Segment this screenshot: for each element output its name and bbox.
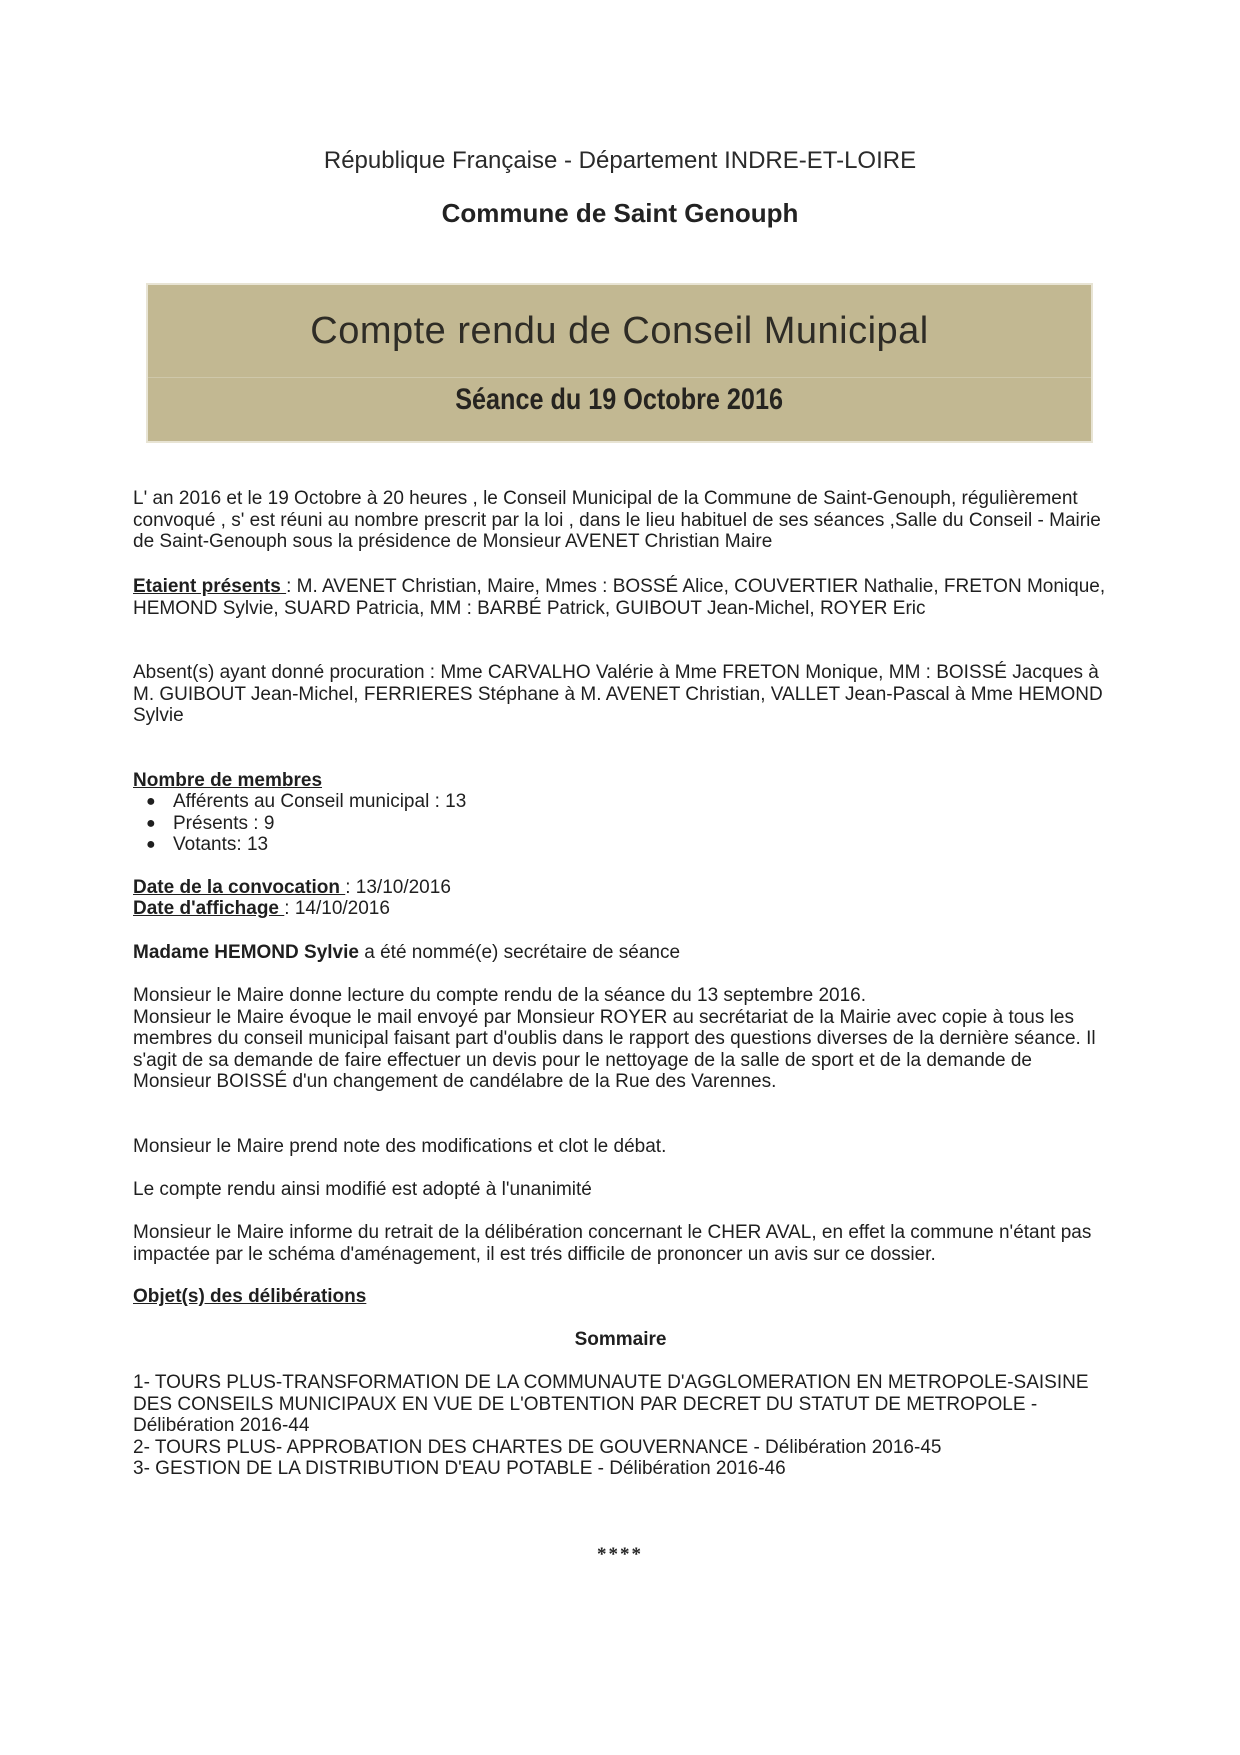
date-convocation-value: : 13/10/2016 (345, 877, 451, 898)
title-banner (146, 283, 1093, 443)
sommaire-list (133, 1372, 1108, 1480)
sommaire-item-1: 1- TOURS PLUS-TRANSFORMATION DE LA COMMUNAUTE D'AGGLOMERATION EN METROPOLE-SAISINE DES CONSEILS MUNICIPAUX EN VUE DE L'OBTENTION PAR DECRET DU STATUT DE METROPOLE - Délibération 2016-44 (133, 1372, 1089, 1436)
lecture-line: Monsieur le Maire donne lecture du compte rendu de la séance du 13 septembre 2016. (133, 985, 867, 1006)
membres-item-afferents: Afférents au Conseil municipal : 13 (173, 791, 467, 812)
absents-paragraph: Absent(s) ayant donné procuration : Mme CARVALHO Valérie à Mme FRETON Monique, MM : BOISSÉ Jacques à M. GUIBOUT Jean-Michel, FERRIERES Stéphane à M. AVENET Christian, VALLET Jean-Pascal à Mme HEMOND Sylvie (133, 662, 1103, 726)
secretaire-rest: a été nommé(e) secrétaire de séance (358, 942, 681, 963)
lecture-block (133, 985, 1108, 1093)
date-affichage-label: Date d'affichage (133, 898, 285, 919)
list-item (133, 834, 1108, 856)
sommaire-title: Sommaire (574, 1329, 667, 1350)
deliberations-heading-label: Objet(s) des délibérations (133, 1286, 367, 1307)
date-affichage-value: : 14/10/2016 (284, 898, 390, 919)
evocation-paragraph: Monsieur le Maire évoque le mail envoyé par Monsieur ROYER au secrétariat de la Mairie avec copie à tous les membres du conseil municipal faisant part d'oublis dans le rapport des questions diverses de la dernière séance. Il s'agit de sa demande de faire effectuer un devis pour le nettoyage de la salle de sport et de la demande de Monsieur BOISSÉ d'un changement de candélabre de la Rue des Varennes. (133, 1006, 1096, 1092)
date-affichage-line (133, 898, 1108, 920)
presents-label: Etaient présents (133, 576, 287, 597)
bullet-icon: ● (146, 836, 156, 853)
list-item (133, 791, 1108, 813)
membres-item-presents: Présents : 9 (173, 812, 275, 834)
sommaire-item-3: 3- GESTION DE LA DISTRIBUTION D'EAU POTABLE - Délibération 2016-46 (133, 1458, 786, 1479)
bullet-icon: ● (146, 793, 156, 810)
banner-subtitle: Séance du 19 Octobre 2016 (455, 383, 784, 416)
presents-text: : M. AVENET Christian, Maire, Mmes : BOSSÉ Alice, COUVERTIER Nathalie, FRETON Monique, HEMOND Sylvie, SUARD Patricia, MM : BARBÉ Patrick, GUIBOUT Jean-Michel, ROYER Eric (133, 576, 1106, 619)
banner-subtitle-row (148, 377, 1091, 441)
membres-heading (133, 770, 1108, 792)
republique-header: République Française - Département INDRE-ET-LOIRE (323, 147, 917, 174)
date-convocation-line (133, 877, 1108, 899)
membres-list (133, 791, 1108, 856)
presents-paragraph (133, 576, 1108, 619)
secretaire-name: Madame HEMOND Sylvie (133, 942, 359, 963)
commune-header: Commune de Saint Genouph (441, 198, 799, 228)
retrait-paragraph: Monsieur le Maire informe du retrait de la délibération concernant le CHER AVAL, en effet la commune n'étant pas impactée par le schéma d'aménagement, il est trés difficile de prononcer un avis sur ce dossier. (133, 1222, 1092, 1265)
footer-separator: **** (597, 1544, 643, 1565)
secretaire-line (133, 942, 1108, 964)
deliberations-heading (133, 1286, 1108, 1308)
adoption-paragraph: Le compte rendu ainsi modifié est adopté à l'unanimité (133, 1179, 592, 1200)
banner-title: Compte rendu de Conseil Municipal (310, 309, 929, 352)
date-convocation-label: Date de la convocation (133, 877, 346, 898)
membres-heading-label: Nombre de membres (133, 770, 323, 791)
prend-note-paragraph: Monsieur le Maire prend note des modifications et clot le débat. (133, 1136, 667, 1157)
list-item (133, 813, 1108, 835)
membres-item-votants: Votants: 13 (173, 834, 269, 855)
bullet-icon: ● (146, 814, 156, 832)
sommaire-item-2: 2- TOURS PLUS- APPROBATION DES CHARTES DE GOUVERNANCE - Délibération 2016-45 (133, 1436, 942, 1458)
session-opening-paragraph: L' an 2016 et le 19 Octobre à 20 heures , le Conseil Municipal de la Commune de Saint-Genouph, régulièrement convoqué , s' est réuni au nombre prescrit par la loi , dans le lieu habituel de ses séances ,Salle du Conseil - Mairie de Saint-Genouph sous la présidence de Monsieur AVENET Christian Maire (133, 488, 1101, 552)
